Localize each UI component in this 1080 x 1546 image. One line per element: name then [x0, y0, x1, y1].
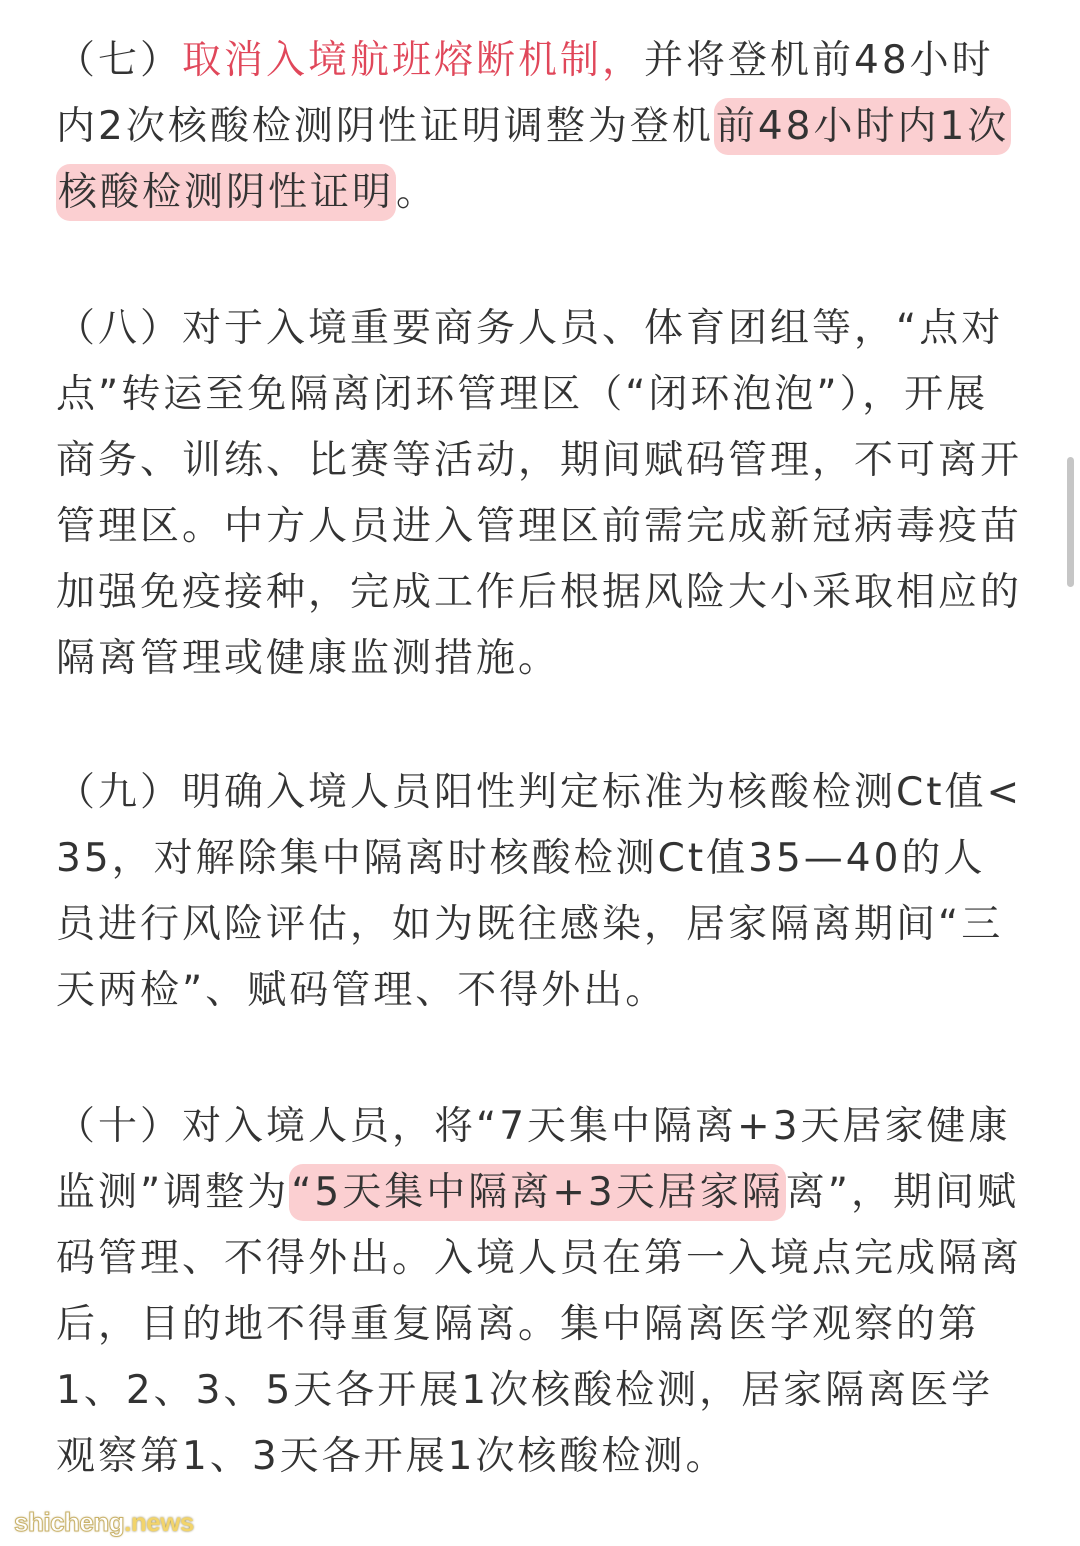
- watermark-part-b: .news: [124, 1507, 194, 1537]
- paragraph-7-mid: 并将登机前48小时内2次核酸检测阴性证明调整为登机: [56, 38, 994, 149]
- paragraph-7-tail: 。: [396, 170, 439, 215]
- paragraph-8: （八）对于入境重要商务人员、体育团组等，“点对点”转运至免隔离闭环管理区（“闭环泡泡”），开展商务、训练、比赛等活动，期间赋码管理，不可离开管理区。中方人员进入管理区前需完成新冠病毒疫苗加强免疫接种，完成工作后根据风险大小采取相应的隔离管理或健康监测措施。: [56, 306, 1023, 681]
- paragraph-10: [56, 1094, 1024, 1490]
- paragraph-7-marker-highlight: 前48小时内1次核酸检测阴性证明: [56, 98, 1011, 221]
- paragraph-7-red-highlight: 取消入境航班熔断机制，: [182, 38, 645, 83]
- paragraph-10-tail: 离”，期间赋码管理、不得外出。入境人员在第一入境点完成隔离后，目的地不得重复隔离。集中隔离医学观察的第1、2、3、5天各开展1次核酸检测，居家隔离医学观察第1、3天各开展1次核酸检测。: [56, 1170, 1023, 1479]
- vertical-scrollbar[interactable]: [1067, 457, 1074, 587]
- paragraph-10-lead: （十）对入境人员，将“7天集中隔离+3天居家健康监测”调整为: [56, 1104, 1011, 1215]
- watermark-logo: [14, 1507, 194, 1538]
- paragraph-9: （九）明确入境人员阳性判定标准为核酸检测Ct值<35，对解除集中隔离时核酸检测Ct值35—40的人员进行风险评估，如为既往感染，居家隔离期间“三天两检”、赋码管理、不得外出。: [56, 770, 1023, 1013]
- paragraph-10-marker-highlight: “5天集中隔离+3天居家隔: [289, 1164, 786, 1221]
- watermark-part-a: shicheng: [14, 1507, 125, 1537]
- paragraph-7-lead: （七）: [56, 38, 183, 83]
- paragraph-7: [56, 28, 1024, 226]
